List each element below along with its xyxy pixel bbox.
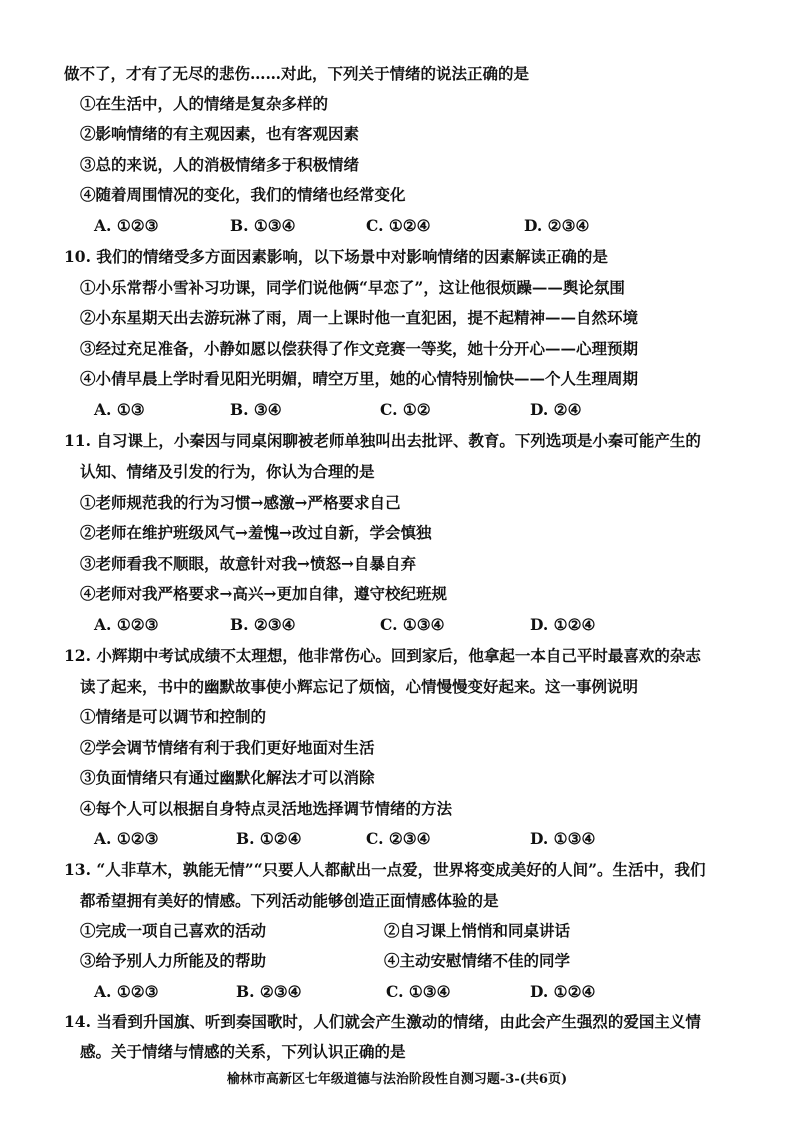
- q11-item-1: ①老师规范我的行为习惯→感激→严格要求自己: [80, 493, 401, 512]
- q11-choice-a[interactable]: A. ①②③: [94, 615, 159, 634]
- q11-choice-c[interactable]: C. ①③④: [380, 615, 445, 634]
- q10-choice-b[interactable]: B. ③④: [230, 400, 282, 419]
- q9-item-2: ②影响情绪的有主观因素，也有客观因素: [80, 124, 360, 143]
- q9-choice-c[interactable]: C. ①②④: [366, 216, 431, 235]
- q10-item-1: ①小乐常帮小雪补习功课，同学们说他俩“早恋了”，这让他很烦躁——舆论氛围: [80, 278, 625, 297]
- q12-choice-d[interactable]: D. ①③④: [530, 829, 596, 848]
- q12-item-1: ①情绪是可以调节和控制的: [80, 707, 267, 726]
- q11-item-2: ②老师在维护班级风气→羞愧→改过自新，学会慎独: [80, 523, 432, 542]
- q9-item-3: ③总的来说，人的消极情绪多于积极情绪: [80, 155, 360, 174]
- q12-choice-c[interactable]: C. ②③④: [366, 829, 431, 848]
- q13-choice-d[interactable]: D. ①②④: [530, 982, 596, 1001]
- q9-choice-b[interactable]: B. ①③④: [230, 216, 296, 235]
- q11-item-3: ③老师看我不顺眼，故意针对我→愤怒→自暴自弃: [80, 554, 416, 573]
- q9-item-1: ①在生活中，人的情绪是复杂多样的: [80, 94, 329, 113]
- q9-item-4: ④随着周围情况的变化，我们的情绪也经常变化: [80, 185, 406, 204]
- q13-choice-c[interactable]: C. ①③④: [386, 982, 451, 1001]
- q13-choice-b[interactable]: B. ②③④: [236, 982, 302, 1001]
- q9-choice-d[interactable]: D. ②③④: [524, 216, 590, 235]
- q11-item-4: ④老师对我严格要求→高兴→更加自律，遵守校纪班规: [80, 584, 447, 603]
- q12-item-2: ②学会调节情绪有利于我们更好地面对生活: [80, 738, 375, 757]
- q13-stem-2: 都希望拥有美好的情感。下列活动能够创造正面情感体验的是: [80, 891, 499, 910]
- q13-stem: 13. “人非草木，孰能无情”“只要人人都献出一点爱，世界将变成美好的人间”。生活中，我们: [64, 860, 706, 879]
- q13-item-4: ④主动安慰情绪不佳的同学: [384, 951, 571, 970]
- q11-choice-b[interactable]: B. ②③④: [230, 615, 296, 634]
- q11-stem-2: 认知、情绪及引发的行为，你认为合理的是: [80, 462, 375, 481]
- q10-stem: 10. 我们的情绪受多方面因素影响，以下场景中对影响情绪的因素解读正确的是: [64, 247, 608, 266]
- q10-item-4: ④小倩早晨上学时看见阳光明媚，晴空万里，她的心情特别愉快——个人生理周期: [80, 369, 639, 388]
- q12-stem: 12. 小辉期中考试成绩不太理想，他非常伤心。回到家后，他拿起一本自己平时最喜欢的杂志: [64, 646, 701, 665]
- q11-choice-d[interactable]: D. ①②④: [530, 615, 596, 634]
- q12-stem-2: 读了起来，书中的幽默故事使小辉忘记了烦恼，心情慢慢变好起来。这一事例说明: [80, 677, 639, 696]
- q10-choice-c[interactable]: C. ①②: [380, 400, 431, 419]
- q13-choice-a[interactable]: A. ①②③: [94, 982, 159, 1001]
- q14-stem-2: 感。关于情绪与情感的关系，下列认识正确的是: [80, 1042, 406, 1061]
- q9-choice-a[interactable]: A. ①②③: [94, 216, 159, 235]
- q10-item-3: ③经过充足准备，小静如愿以偿获得了作文竞赛一等奖，她十分开心——心理预期: [80, 339, 639, 358]
- q13-item-2: ②自习课上悄悄和同桌讲话: [384, 921, 571, 940]
- q14-stem: 14. 当看到升国旗、听到奏国歌时，人们就会产生激动的情绪，由此会产生强烈的爱国主义情: [64, 1012, 701, 1031]
- q12-item-3: ③负面情绪只有通过幽默化解法才可以消除: [80, 768, 375, 787]
- q10-choice-d[interactable]: D. ②④: [530, 400, 582, 419]
- q10-item-2: ②小东星期天出去游玩淋了雨，周一上课时他一直犯困，提不起精神——自然环境: [80, 308, 639, 327]
- q12-item-4: ④每个人可以根据自身特点灵活地选择调节情绪的方法: [80, 799, 453, 818]
- q13-item-1: ①完成一项自己喜欢的活动: [80, 921, 267, 940]
- q13-item-3: ③给予别人力所能及的帮助: [80, 951, 267, 970]
- q11-stem: 11. 自习课上，小秦因与同桌闲聊被老师单独叫出去批评、教育。下列选项是小秦可能产生的: [64, 431, 701, 450]
- q10-choice-a[interactable]: A. ①③: [94, 400, 145, 419]
- q12-choice-a[interactable]: A. ①②③: [94, 829, 159, 848]
- q9-stem: 做不了，才有了无尽的悲伤……对此，下列关于情绪的说法正确的是: [64, 64, 530, 83]
- q12-choice-b[interactable]: B. ①②④: [236, 829, 302, 848]
- page-footer: 榆林市高新区七年级道德与法治阶段性自测习题-3-(共6页): [226, 1072, 568, 1087]
